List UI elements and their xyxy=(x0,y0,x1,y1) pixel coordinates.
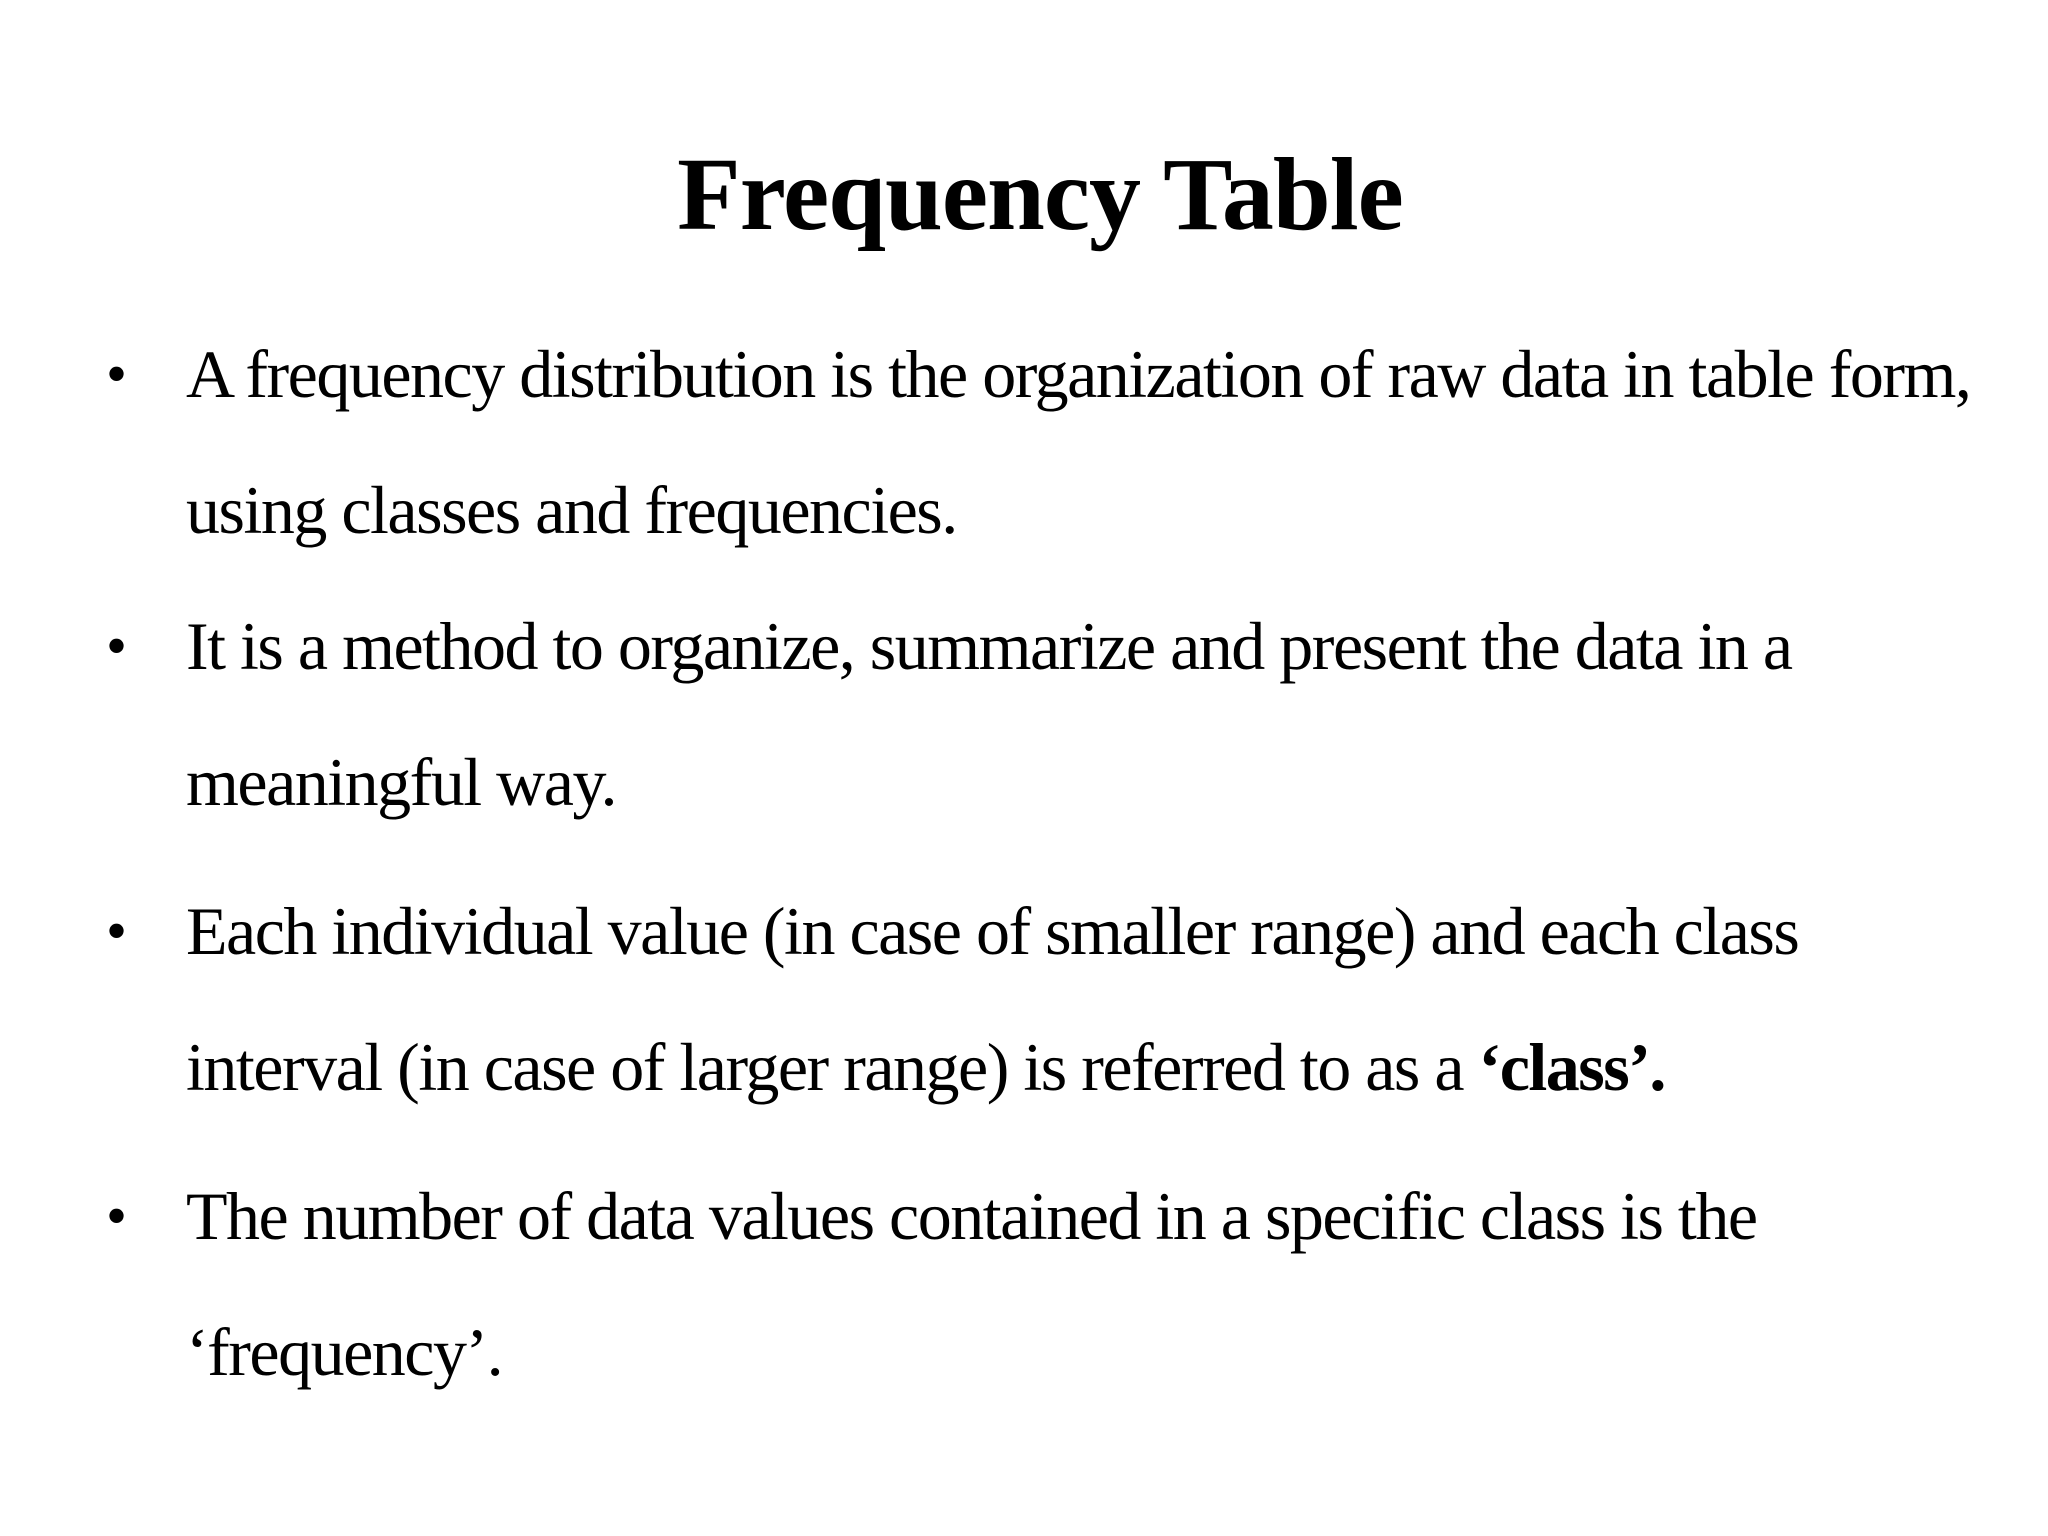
bullet-item xyxy=(106,578,1986,850)
class-term: ‘class’. xyxy=(1478,1029,1665,1105)
bullet-item xyxy=(106,306,1986,578)
bullet-text: It is a method to organize, summarize and present the data in a meaningful way. xyxy=(186,608,1792,820)
bullet-text: A frequency distribution is the organization of raw data in table form, using classes and frequencies. xyxy=(186,336,1971,548)
bullet-dot-icon: • xyxy=(106,613,126,679)
slide-title: Frequency Table xyxy=(677,137,1403,252)
bullet-item xyxy=(106,863,1986,1135)
bullet-text: The number of data values contained in a specific class is the ‘frequency’. xyxy=(186,1178,1757,1390)
bullet-dot-icon: • xyxy=(106,898,126,964)
bullet-text: Each individual value (in case of smaller range) and each class interval (in case of larger range) is referred to as a xyxy=(186,893,1799,1105)
bullet-dot-icon: • xyxy=(106,341,126,407)
bullet-item xyxy=(106,1148,1986,1420)
bullet-dot-icon: • xyxy=(106,1183,126,1249)
